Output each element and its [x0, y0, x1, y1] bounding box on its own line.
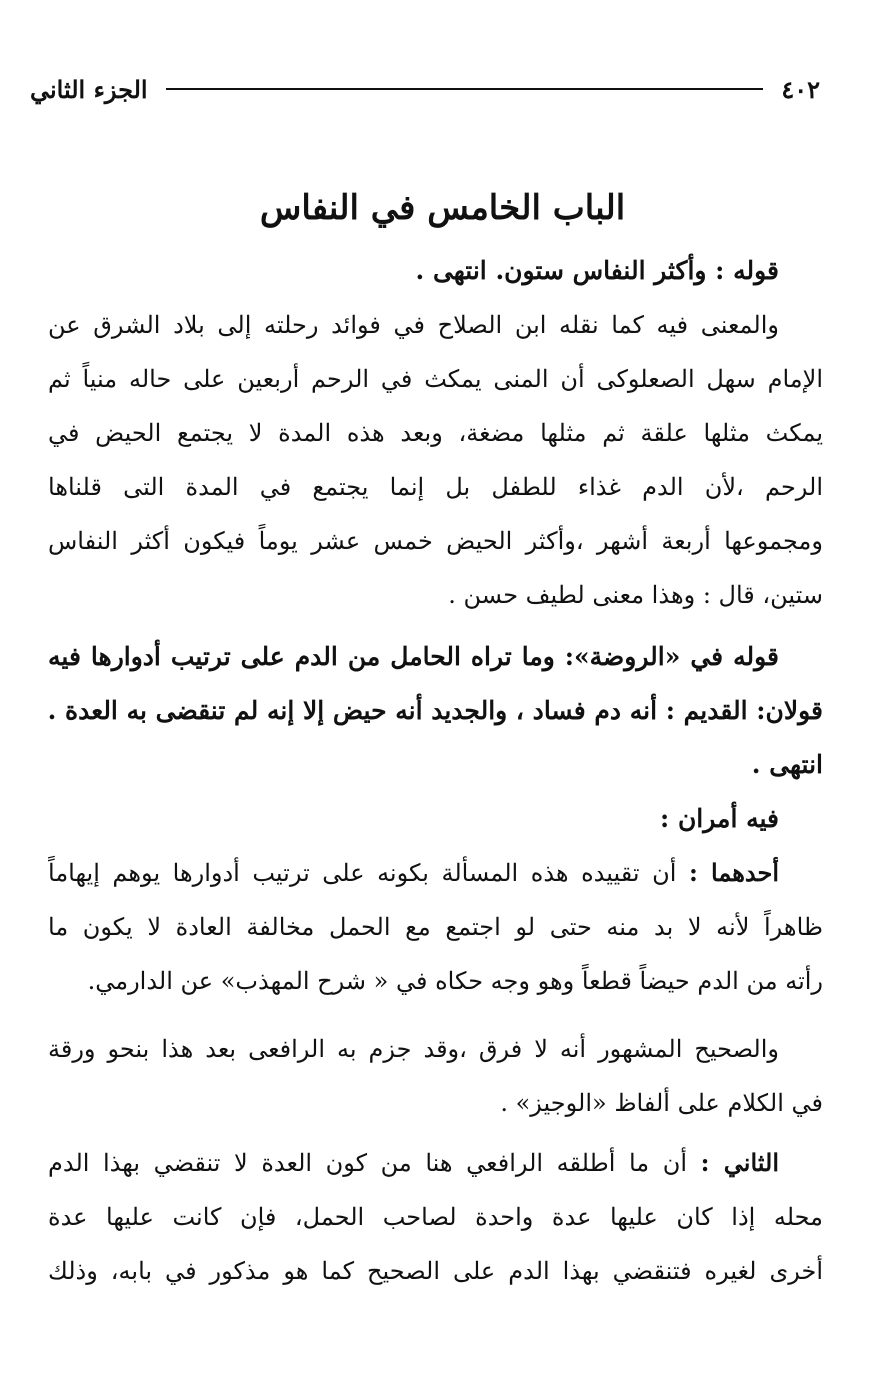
chapter-title: الباب الخامس في النفاس [259, 188, 626, 228]
second-point-line: محله إذا كان عليها عدة واحدة لصاحب الحمل، فإن كانت عليها عدة [48, 1203, 823, 1231]
paragraph-line: يمكث مثلها علقة ثم مثلها مضغة، وبعد هذه المدة لا يجتمع الحيض في [48, 419, 823, 447]
quote-line: قوله في «الروضة»: وما تراه الحامل من الدم على ترتيب أدوارها فيه [48, 642, 779, 671]
paragraph-line: والصحيح المشهور أنه لا فرق ،وقد جزم به الرافعى بعد هذا بنحو ورقة [48, 1035, 779, 1063]
paragraph-line: والمعنى فيه كما نقله ابن الصلاح في فوائد رحلته إلى بلاد الشرق عن [48, 311, 779, 339]
two-points-intro: فيه أمران : [660, 804, 779, 833]
running-header [30, 72, 820, 106]
paragraph-line: الإمام سهل الصعلوكى أن المنى يمكث في الرحم أربعين على حاله منياً ثم [48, 365, 823, 393]
paragraph-line: الرحم ،لأن الدم غذاء للطفل بل إنما يجتمع في المدة التى قلناها [48, 473, 823, 501]
second-point-paragraph [48, 1136, 823, 1298]
paragraph-line: ومجموعها أربعة أشهر ،وأكثر الحيض خمس عشر يوماً فيكون أكثر النفاس [48, 527, 823, 555]
header-rule [166, 88, 764, 90]
page-number: ٤٠٢ [781, 74, 820, 104]
second-point-line: الثاني : أن ما أطلقه الرافعي هنا من كون العدة لا تنقضي بهذا الدم [48, 1148, 780, 1177]
first-point-line: ظاهراً لأنه لا بد منه حتى لو اجتمع مع الحمل مخالفة العادة لا يكون ما [48, 913, 823, 941]
first-point-line: أحدهما : أن تقييده هذه المسألة بكونه على ترتيب أدوارها يوهم إيهاماً [48, 858, 779, 887]
first-point-label: أحدهما : [688, 858, 779, 887]
second-point-line: أخرى لغيره فتنقضي بهذا الدم على الصحيح كما هو مذكور في بابه، وذلك [48, 1257, 823, 1285]
paragraph-line: في الكلام على ألفاظ «الوجيز» . [500, 1089, 823, 1117]
quote-heading: قوله : وأكثر النفاس ستون. انتهى . [415, 256, 779, 285]
quote-line: قولان: القديم : أنه دم فساد ، والجديد أنه حيض إلا إنه لم تنقضى به العدة . [48, 696, 823, 725]
second-point-label: الثاني : [700, 1148, 780, 1177]
section-nifas-maximum [48, 244, 823, 622]
part-title: الجزء الثاني [30, 74, 148, 104]
quote-line: انتهى . [751, 750, 823, 779]
section-pregnant-blood [48, 630, 823, 1008]
correct-view-paragraph [48, 1022, 823, 1130]
paragraph-line: ستين، قال : وهذا معنى لطيف حسن . [448, 581, 823, 609]
first-point-line: رأته من الدم حيضاً قطعاً وهو وجه حكاه في « شرح المهذب» عن الدارمي. [87, 967, 823, 995]
